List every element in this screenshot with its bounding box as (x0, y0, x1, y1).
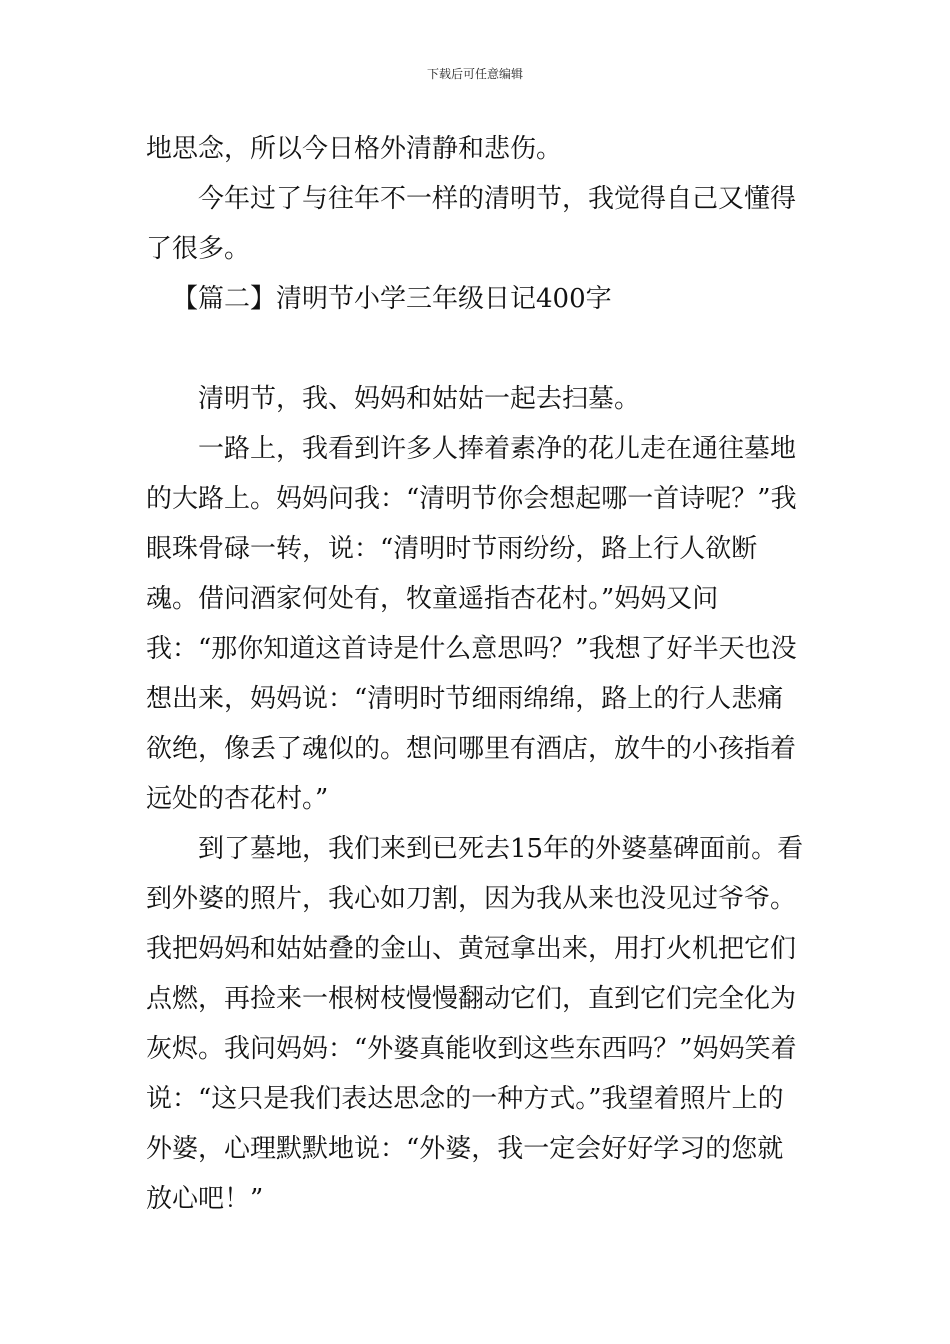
document-body (146, 124, 808, 1224)
paragraph-continuation: 地思念，所以今日格外清静和悲伤。 (146, 134, 563, 164)
paragraph-intro: 清明节，我、妈妈和姑姑一起去扫墓。 (198, 384, 641, 414)
blank-line (146, 324, 808, 374)
paragraph-cemetery: 到了墓地，我们来到已死去15年的外婆墓碑面前。看到外婆的照片，我心如刀割，因为我从来也没见过爷爷。我把妈妈和姑姑叠的金山、黄冠拿出来，用打火机把它们点燃，再捡来一根树枝慢慢翻动它们，直到它们完全化为灰烬。我问妈妈：“外婆真能收到这些东西吗？”妈妈笑着说：“这只是我们表达思念的一种方式。”我望着照片上的外婆，心理默默地说：“外婆，我一定会好好学习的您就放心吧！” (146, 834, 804, 1214)
page-header-note: 下载后可任意编辑 (426, 67, 523, 81)
section-heading: 【篇二】清明节小学三年级日记400字 (172, 284, 612, 314)
paragraph-poem: 一路上，我看到许多人捧着素净的花儿走在通往墓地的大路上。妈妈问我：“清明节你会想起哪一首诗呢？”我眼珠骨碌一转，说：“清明时节雨纷纷，路上行人欲断魂。借问酒家何处有，牧童遥指杏花村。”妈妈又问我：“那你知道这首诗是什么意思吗？”我想了好半天也没想出来，妈妈说：“清明时节细雨绵绵，路上的行人悲痛欲绝，像丢了魂似的。想问哪里有酒店，放牛的小孩指着远处的杏花村。” (146, 434, 797, 814)
paragraph-closing: 今年过了与往年不一样的清明节，我觉得自己又懂得了很多。 (146, 184, 797, 264)
